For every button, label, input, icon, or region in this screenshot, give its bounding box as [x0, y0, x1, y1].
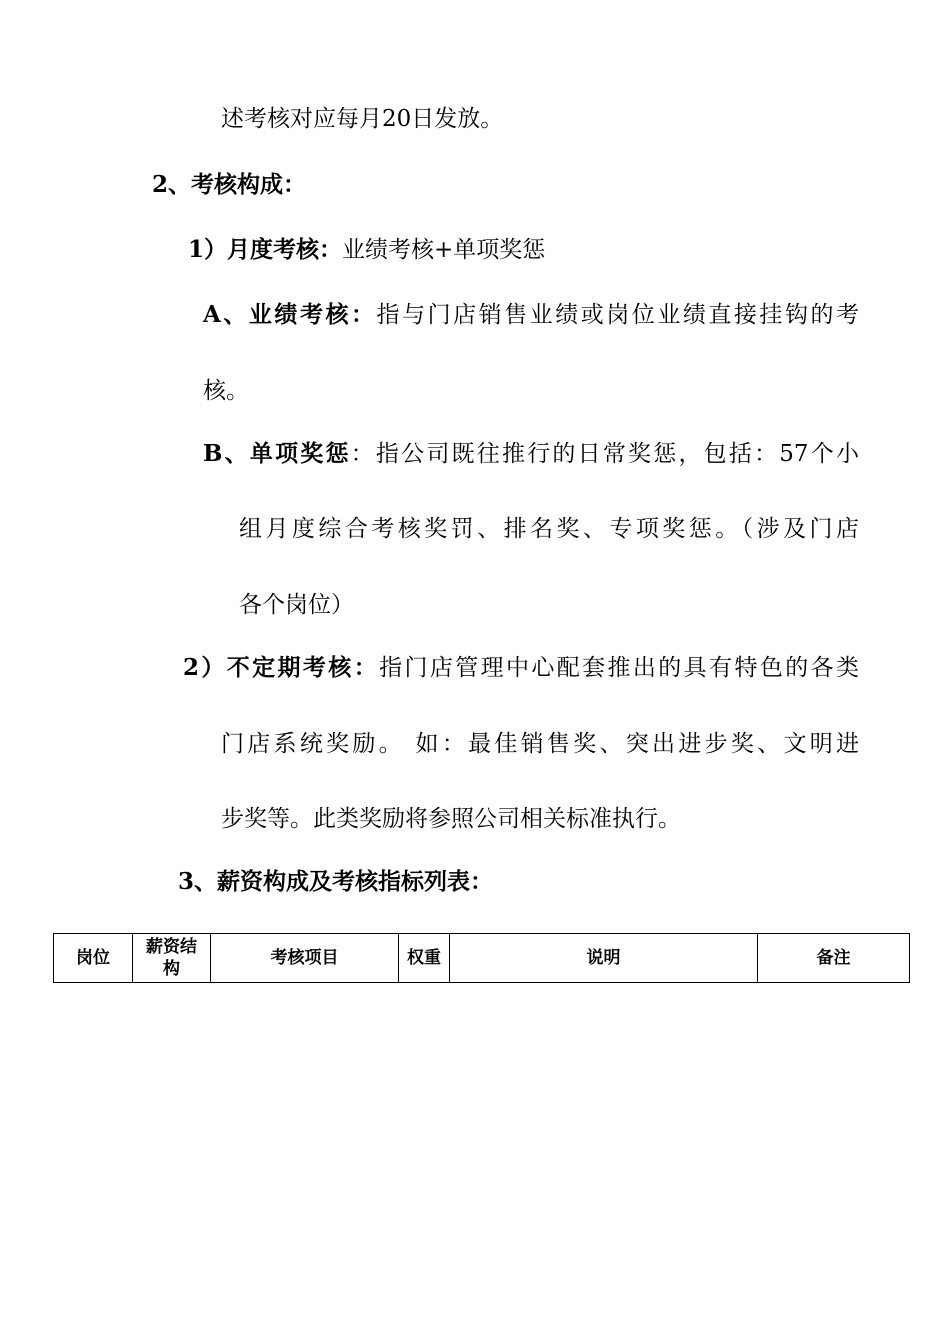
header-position: 岗位	[54, 934, 133, 983]
header-weight: 权重	[399, 934, 450, 983]
table-header-row	[54, 934, 910, 983]
paragraph-line: 各个岗位）	[239, 592, 354, 618]
header-remarks: 备注	[758, 934, 910, 983]
item-text: 指与门店销售业绩或岗位业绩直接挂钩的考	[376, 302, 859, 328]
paragraph-line	[203, 300, 859, 330]
subsection-line	[188, 235, 545, 265]
header-assessment-item: 考核项目	[211, 934, 399, 983]
paragraph-line: 门店系统奖励。 如：最佳销售奖、突出进步奖、文明进	[221, 731, 859, 757]
paragraph-line: 步奖等。此类奖励将参照公司相关标准执行。	[221, 806, 681, 832]
item-text: ：指公司既往推行的日常奖惩，包括：57个小	[350, 441, 859, 467]
item-label: A、业绩考核：	[203, 301, 377, 328]
subsection-text: 指门店管理中心配套推出的具有特色的各类	[379, 655, 859, 681]
header-salary-structure: 薪资结构	[133, 934, 211, 983]
item-label: B、单项奖惩	[203, 440, 351, 467]
section-heading: 3、薪资构成及考核指标列表：	[178, 868, 494, 895]
subsection-label: 1）月度考核：	[188, 236, 343, 263]
salary-assessment-table	[53, 933, 910, 983]
paragraph-line: 核。	[203, 378, 249, 404]
header-description: 说明	[450, 934, 758, 983]
paragraph-line	[203, 439, 859, 469]
subsection-label: 2）不定期考核：	[183, 654, 380, 681]
paragraph-line: 组月度综合考核奖罚、排名奖、专项奖惩。（涉及门店	[239, 516, 859, 542]
paragraph-line: 述考核对应每月20日发放。	[221, 106, 504, 132]
subsection-text: 业绩考核+单项奖惩	[342, 237, 546, 263]
section-heading: 2、考核构成：	[152, 171, 307, 198]
subsection-line	[183, 653, 859, 683]
